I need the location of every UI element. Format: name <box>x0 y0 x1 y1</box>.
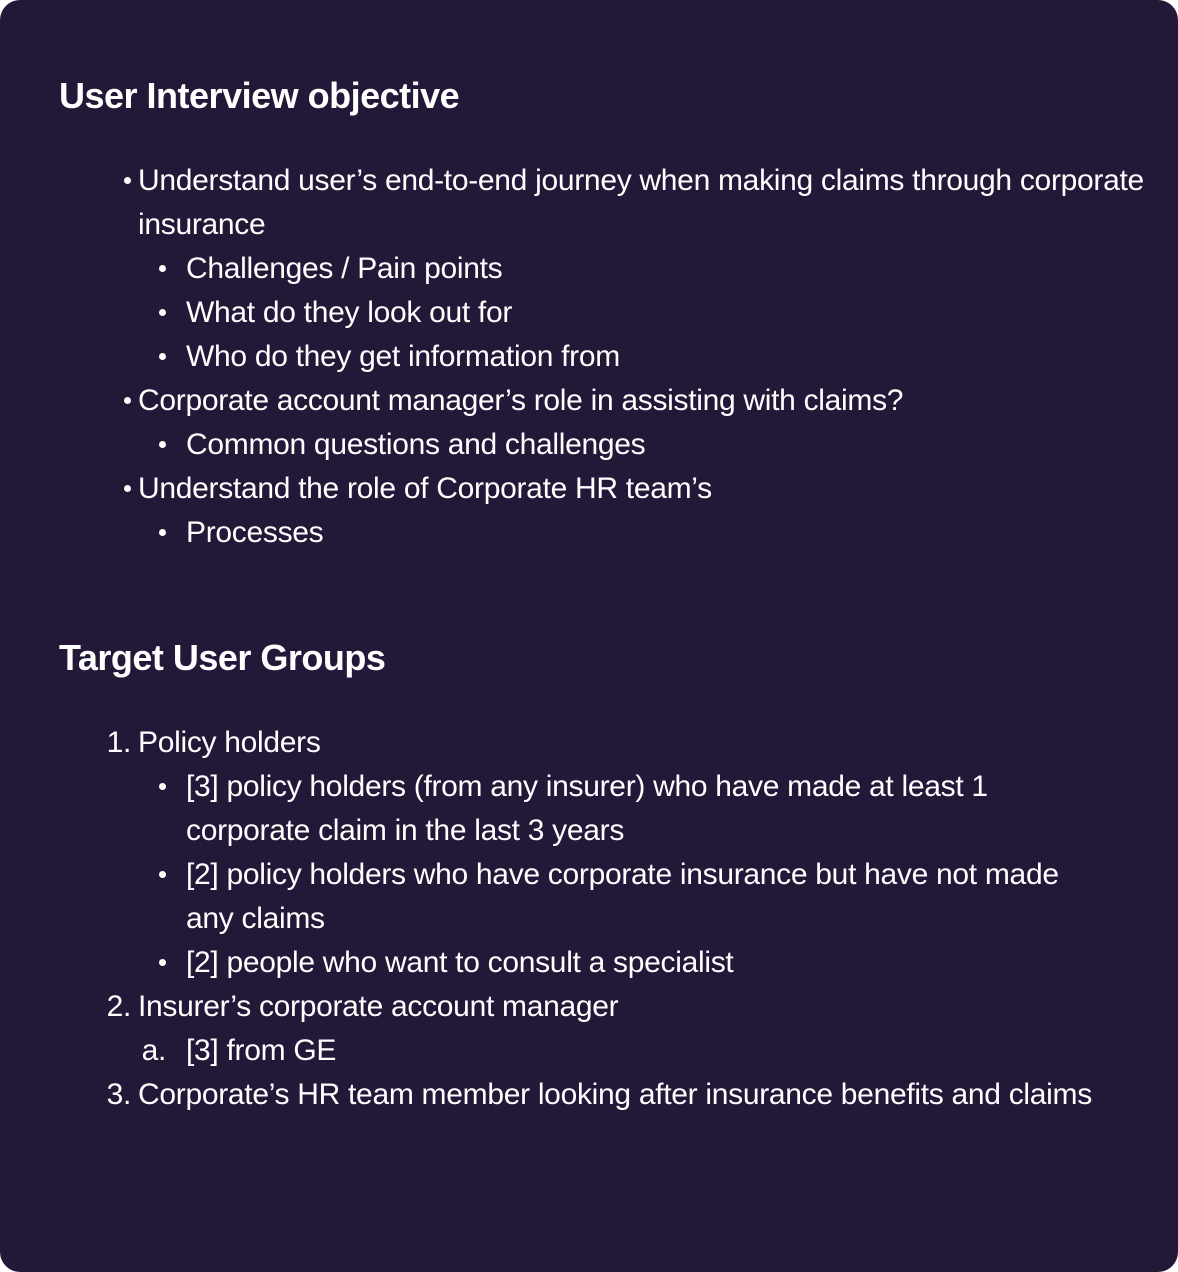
bullet-icon <box>138 423 166 467</box>
group-subitem-text: [2] people who want to consult a specialist <box>186 946 734 979</box>
group-subitem-text: [3] policy holders (from any insurer) who have made at least 1 corporate claim in the last 3 years <box>186 770 988 847</box>
bullet-icon <box>59 379 131 423</box>
groups-list <box>59 721 1178 1117</box>
objective-item <box>59 379 1148 467</box>
objective-item-text: Understand user’s end-to-end journey when making claims through corporate insurance <box>138 164 1144 241</box>
objective-subitem <box>138 247 1096 291</box>
objective-item-text: Understand the role of Corporate HR team’s <box>138 472 712 505</box>
group-item-text: Policy holders <box>138 726 321 759</box>
group-sublist <box>138 765 1148 985</box>
group-number: 3. <box>106 1078 131 1111</box>
objective-heading: User Interview objective <box>59 75 460 116</box>
objective-sublist <box>138 247 1148 379</box>
objective-subitem-text: What do they look out for <box>186 296 513 329</box>
bullet-icon <box>138 765 166 809</box>
group-item <box>59 1073 1148 1117</box>
group-subitem <box>138 765 1096 853</box>
bullet-icon <box>138 511 166 555</box>
group-item <box>59 985 1148 1073</box>
group-subitem <box>138 853 1096 941</box>
group-number: 1. <box>106 726 131 759</box>
group-subitem-letter: a. <box>141 1034 166 1067</box>
bullet-icon <box>138 853 166 897</box>
group-item-text: Corporate’s HR team member looking after insurance benefits and claims <box>138 1078 1092 1111</box>
bullet-icon <box>59 467 131 511</box>
group-subitem <box>138 941 1096 985</box>
objective-subitem <box>138 335 1096 379</box>
group-subitem <box>138 1029 1096 1073</box>
bullet-icon <box>59 159 131 203</box>
group-subitem-text: [3] from GE <box>186 1034 337 1067</box>
objective-subitem-text: Common questions and challenges <box>186 428 646 461</box>
group-sublist <box>138 1029 1148 1073</box>
objective-sublist <box>138 423 1148 467</box>
bullet-icon <box>138 291 166 335</box>
objective-item-text: Corporate account manager’s role in assisting with claims? <box>138 384 904 417</box>
groups-heading: Target User Groups <box>59 637 386 678</box>
bullet-icon <box>138 247 166 291</box>
objective-subitem-text: Challenges / Pain points <box>186 252 503 285</box>
objective-subitem-text: Processes <box>186 516 324 549</box>
objective-subitem <box>138 423 1096 467</box>
bullet-icon <box>138 335 166 379</box>
objective-item <box>59 467 1148 555</box>
section-spacer <box>59 555 1178 635</box>
objective-item <box>59 159 1148 379</box>
group-item-text: Insurer’s corporate account manager <box>138 990 619 1023</box>
objective-list <box>59 159 1178 555</box>
group-item <box>59 721 1148 985</box>
objective-subitem-text: Who do they get information from <box>186 340 620 373</box>
objective-sublist <box>138 511 1148 555</box>
group-number: 2. <box>106 990 131 1023</box>
objective-subitem <box>138 511 1096 555</box>
bullet-icon <box>138 941 166 985</box>
objective-subitem <box>138 291 1096 335</box>
group-subitem-text: [2] policy holders who have corporate insurance but have not made any claims <box>186 858 1059 935</box>
